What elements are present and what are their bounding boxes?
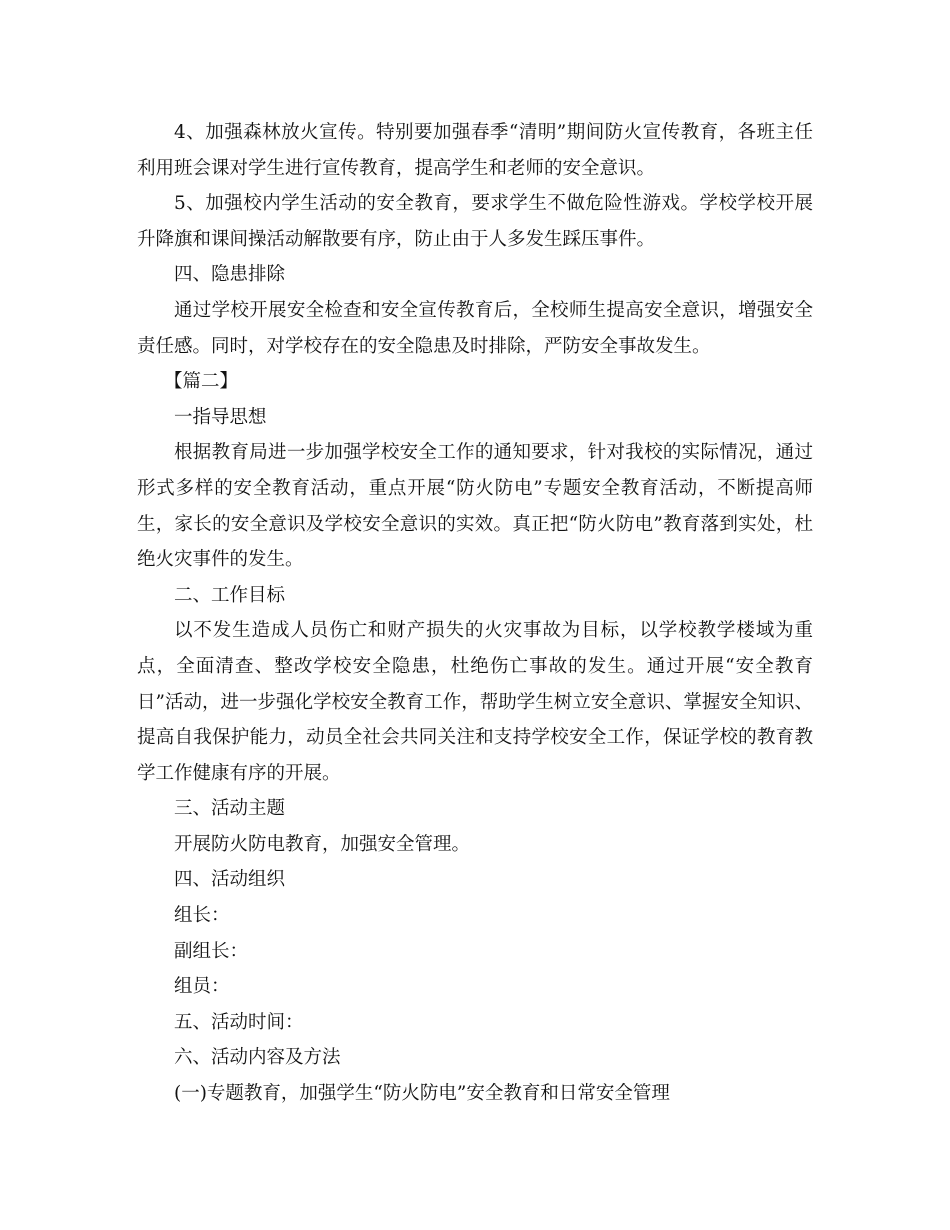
heading-activity-theme: 三、活动主题 — [174, 798, 286, 820]
heading-activity-organization: 四、活动组织 — [174, 869, 286, 891]
subheading-special-education: (一)专题教育，加强学生“防火防电”安全教育和日常安全管理 — [174, 1083, 670, 1105]
paragraph-activity-theme: 开展防火防电教育，加强安全管理。 — [174, 833, 471, 855]
paragraph-hazard-elimination: 通过学校开展安全检查和安全宣传教育后，全校师生提高安全意识，增强安全责任感。同时，对学校存在的安全隐患及时排除，严防安全事故发生。 — [137, 299, 813, 357]
field-deputy-leader: 副组长： — [174, 940, 249, 962]
heading-guiding-ideology: 一指导思想 — [174, 406, 267, 428]
paragraph-guiding-ideology: 根据教育局进一步加强学校安全工作的通知要求，针对我校的实际情况，通过形式多样的安全教育活动，重点开展“防火防电”专题安全教育活动，不断提高师生，家长的安全意识及学校安全意识的实效。真正把“防火防电”教育落到实处，杜绝火灾事件的发生。 — [137, 442, 813, 571]
document-body — [137, 115, 813, 1112]
field-team-members: 组员： — [174, 976, 230, 998]
section-marker-part-two: 【篇二】 — [164, 371, 239, 393]
paragraph-forest-fire-publicity: 4、加强森林放火宣传。特别要加强春季“清明”期间防火宣传教育，各班主任利用班会课对学生进行宣传教育，提高学生和老师的安全意识。 — [137, 122, 813, 179]
heading-hazard-elimination: 四、隐患排除 — [174, 264, 286, 286]
heading-activity-content-methods: 六、活动内容及方法 — [174, 1047, 341, 1069]
paragraph-work-goals: 以不发生造成人员伤亡和财产损失的火灾事故为目标，以学校教学楼域为重点，全面清查、整改学校安全隐患，杜绝伤亡事故的发生。通过开展“安全教育日”活动，进一步强化学校安全教育工作，帮助学生树立安全意识、掌握安全知识、提高自我保护能力，动员全社会共同关注和支持学校安全工作，保证学校的教育教学工作健康有序的开展。 — [137, 620, 813, 784]
heading-work-goals: 二、工作目标 — [174, 584, 286, 606]
field-team-leader: 组长： — [174, 905, 230, 927]
paragraph-campus-activity-safety: 5、加强校内学生活动的安全教育，要求学生不做危险性游戏。学校学校开展升降旗和课间操活动解散要有序，防止由于人多发生踩压事件。 — [137, 193, 813, 250]
heading-activity-time: 五、活动时间： — [174, 1011, 304, 1033]
